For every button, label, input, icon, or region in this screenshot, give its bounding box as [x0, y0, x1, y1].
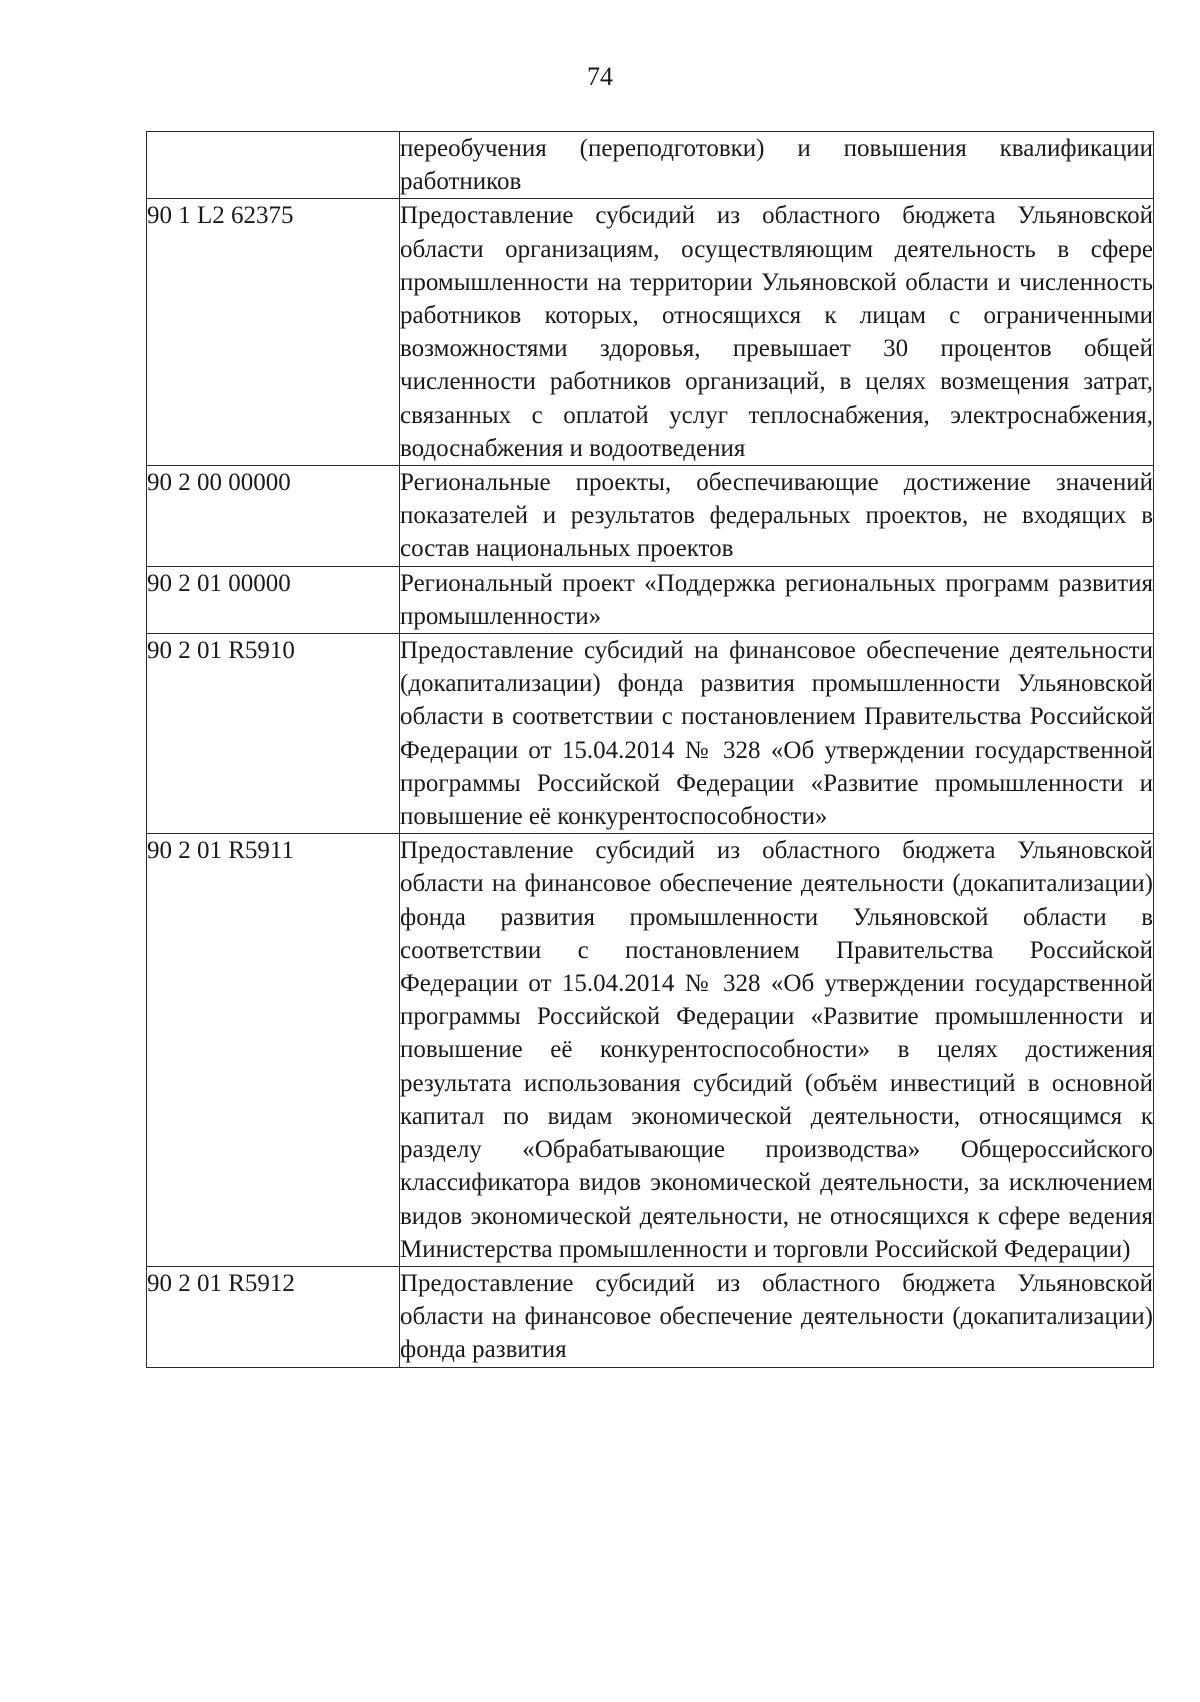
budget-classification-table: [146, 131, 1154, 1368]
row-description: переобучения (переподготовки) и повышения квалификации работников: [400, 132, 1154, 199]
row-description: Региональные проекты, обеспечивающие достижение значений показателей и результатов федеральных проектов, не входящих в состав национальных проектов: [400, 466, 1154, 567]
row-description: Предоставление субсидий на финансовое обеспечение деятельности (докапитализации) фонда развития промышленности Ульяновской области в соответствии с постановлением Правительства Российской Федерации от 15.04.2014 № 328 «Об утверждении государственной программы Российской Федерации «Развитие промышленности и повышение её конкурентоспособности»: [400, 634, 1154, 834]
row-description: Региональный проект «Поддержка региональных программ развития промышленности»: [400, 566, 1154, 633]
table-row: [147, 834, 1154, 1267]
table-row: [147, 132, 1154, 199]
table-row: [147, 1266, 1154, 1367]
table-row: [147, 634, 1154, 834]
row-code: 90 2 01 R5912: [147, 1266, 400, 1367]
row-code: 90 2 01 00000: [147, 566, 400, 633]
row-code: 90 1 L2 62375: [147, 199, 400, 466]
row-description: Предоставление субсидий из областного бюджета Ульяновской области на финансовое обеспечение деятельности (докапитализации) фонда развития промышленности Ульяновской области в соответствии с постановлением Правительства Российской Федерации от 15.04.2014 № 328 «Об утверждении государственной программы Российской Федерации «Развитие промышленности и повышение её конкурентоспособности» в целях достижения результата использования субсидий (объём инвестиций в основной капитал по видам экономической деятельности, относящимся к разделу «Обрабатывающие производства» Общероссийского классификатора видов экономической деятельности, за исключением видов экономической деятельности, не относящихся к сфере ведения Министерства промышленности и торговли Российской Федерации): [400, 834, 1154, 1267]
row-code: 90 2 01 R5911: [147, 834, 400, 1267]
row-code: [147, 132, 400, 199]
row-code: 90 2 01 R5910: [147, 634, 400, 834]
table-row: [147, 566, 1154, 633]
table-row: [147, 466, 1154, 567]
page-number: 74: [587, 62, 613, 91]
row-code: 90 2 00 00000: [147, 466, 400, 567]
row-description: Предоставление субсидий из областного бюджета Ульяновской области на финансовое обеспечение деятельности (докапитализации) фонда развития: [400, 1266, 1154, 1367]
row-description: Предоставление субсидий из областного бюджета Ульяновской области организациям, осуществляющим деятельность в сфере промышленности на территории Ульяновской области и численность работников которых, относящихся к лицам с ограниченными возможностями здоровья, превышает 30 процентов общей численности работников организаций, в целях возмещения затрат, связанных с оплатой услуг теплоснабжения, электроснабжения, водоснабжения и водоотведения: [400, 199, 1154, 466]
table-row: [147, 199, 1154, 466]
